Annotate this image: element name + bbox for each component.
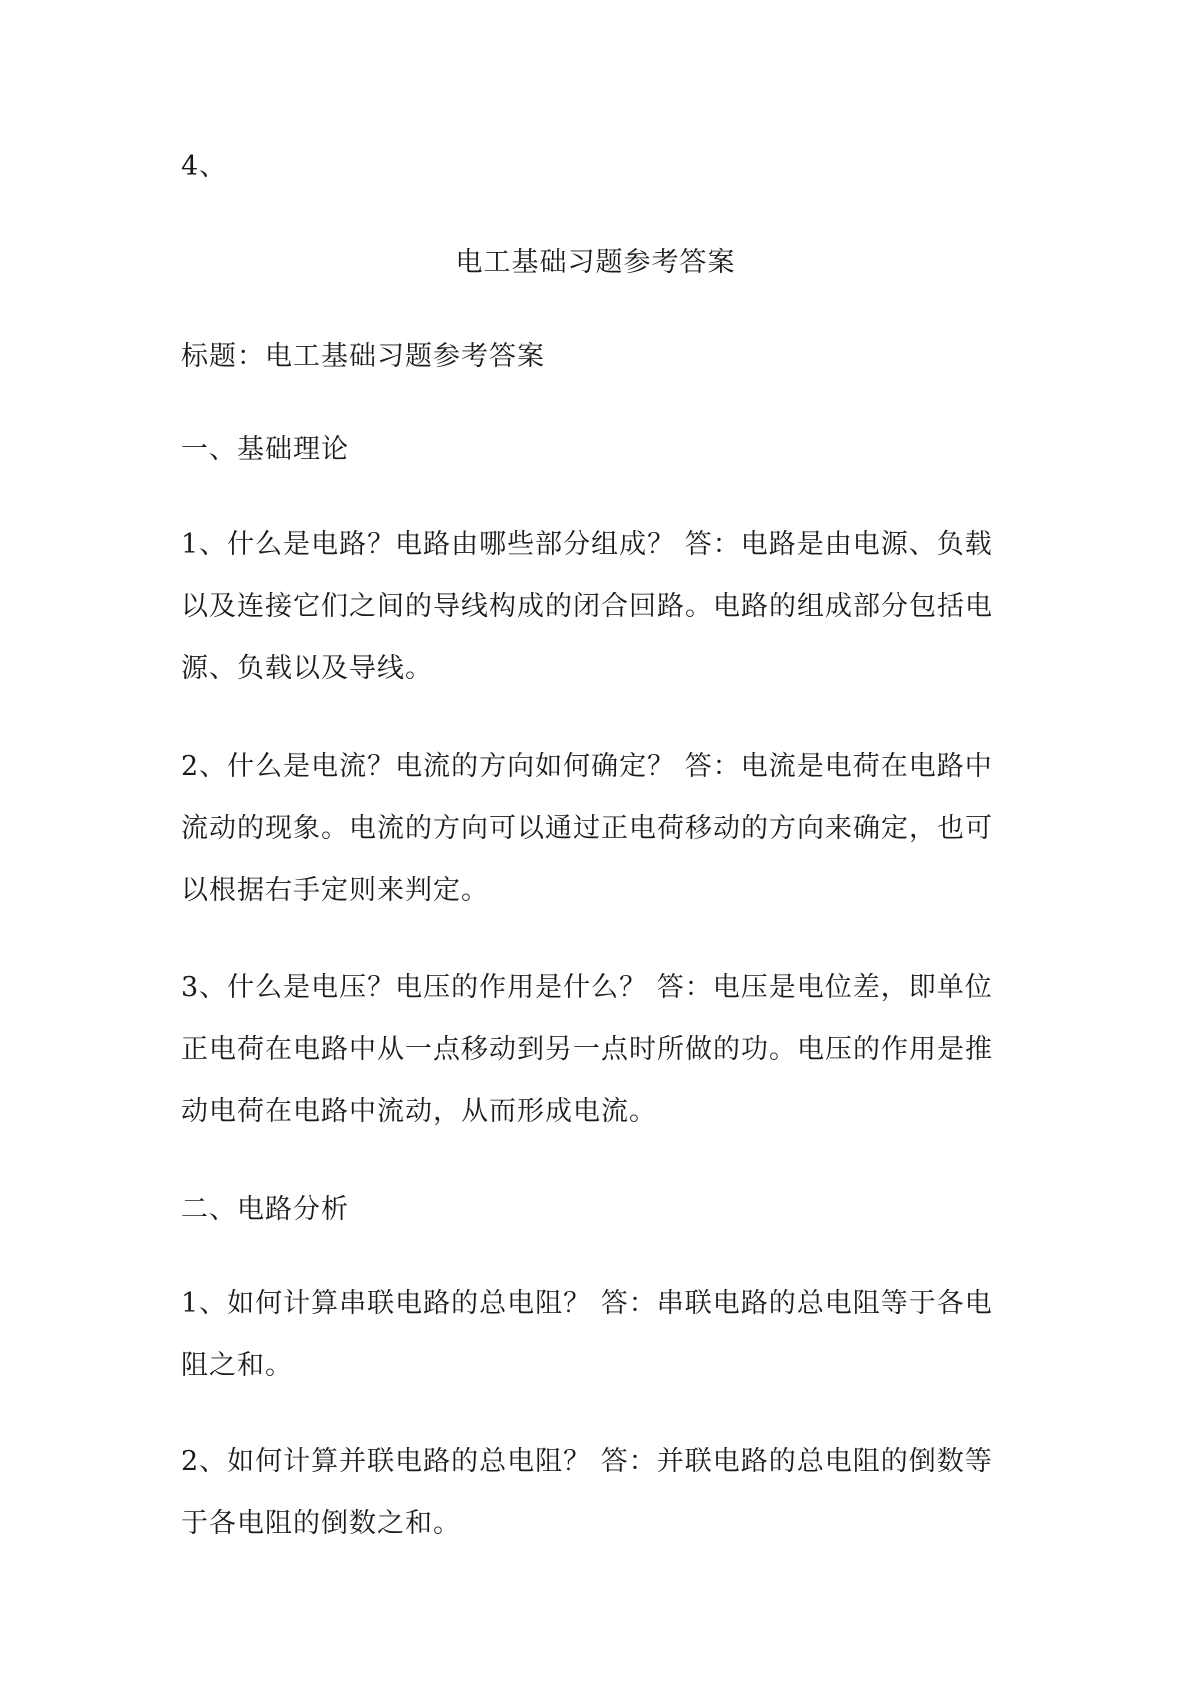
document-title: 电工基础习题参考答案 [455,247,736,278]
qa-item: 2、什么是电流？电流的方向如何确定？ 答：电流是电荷在电路中流动的现象。电流的方向可以通过正电荷移动的方向来确定，也可以根据右手定则来判定。 [181,751,993,906]
qa-item: 1、什么是电路？电路由哪些部分组成？ 答：电路是由电源、负载以及连接它们之间的导线构成的闭合回路。电路的组成部分包括电源、负载以及导线。 [181,529,993,684]
section-heading-circuit-analysis: 二、电路分析 [181,1194,349,1225]
qa-item: 1、如何计算串联电路的总电阻？ 答：串联电路的总电阻等于各电阻之和。 [181,1288,993,1381]
page-marker: 4、 [181,151,228,182]
section-heading-basic-theory: 一、基础理论 [181,434,349,465]
qa-item: 2、如何计算并联电路的总电阻？ 答：并联电路的总电阻的倒数等于各电阻的倒数之和。 [181,1446,993,1539]
subject-line: 标题：电工基础习题参考答案 [181,341,545,372]
qa-item: 3、什么是电压？电压的作用是什么？ 答：电压是电位差，即单位正电荷在电路中从一点移动到另一点时所做的功。电压的作用是推动电荷在电路中流动，从而形成电流。 [181,972,993,1127]
